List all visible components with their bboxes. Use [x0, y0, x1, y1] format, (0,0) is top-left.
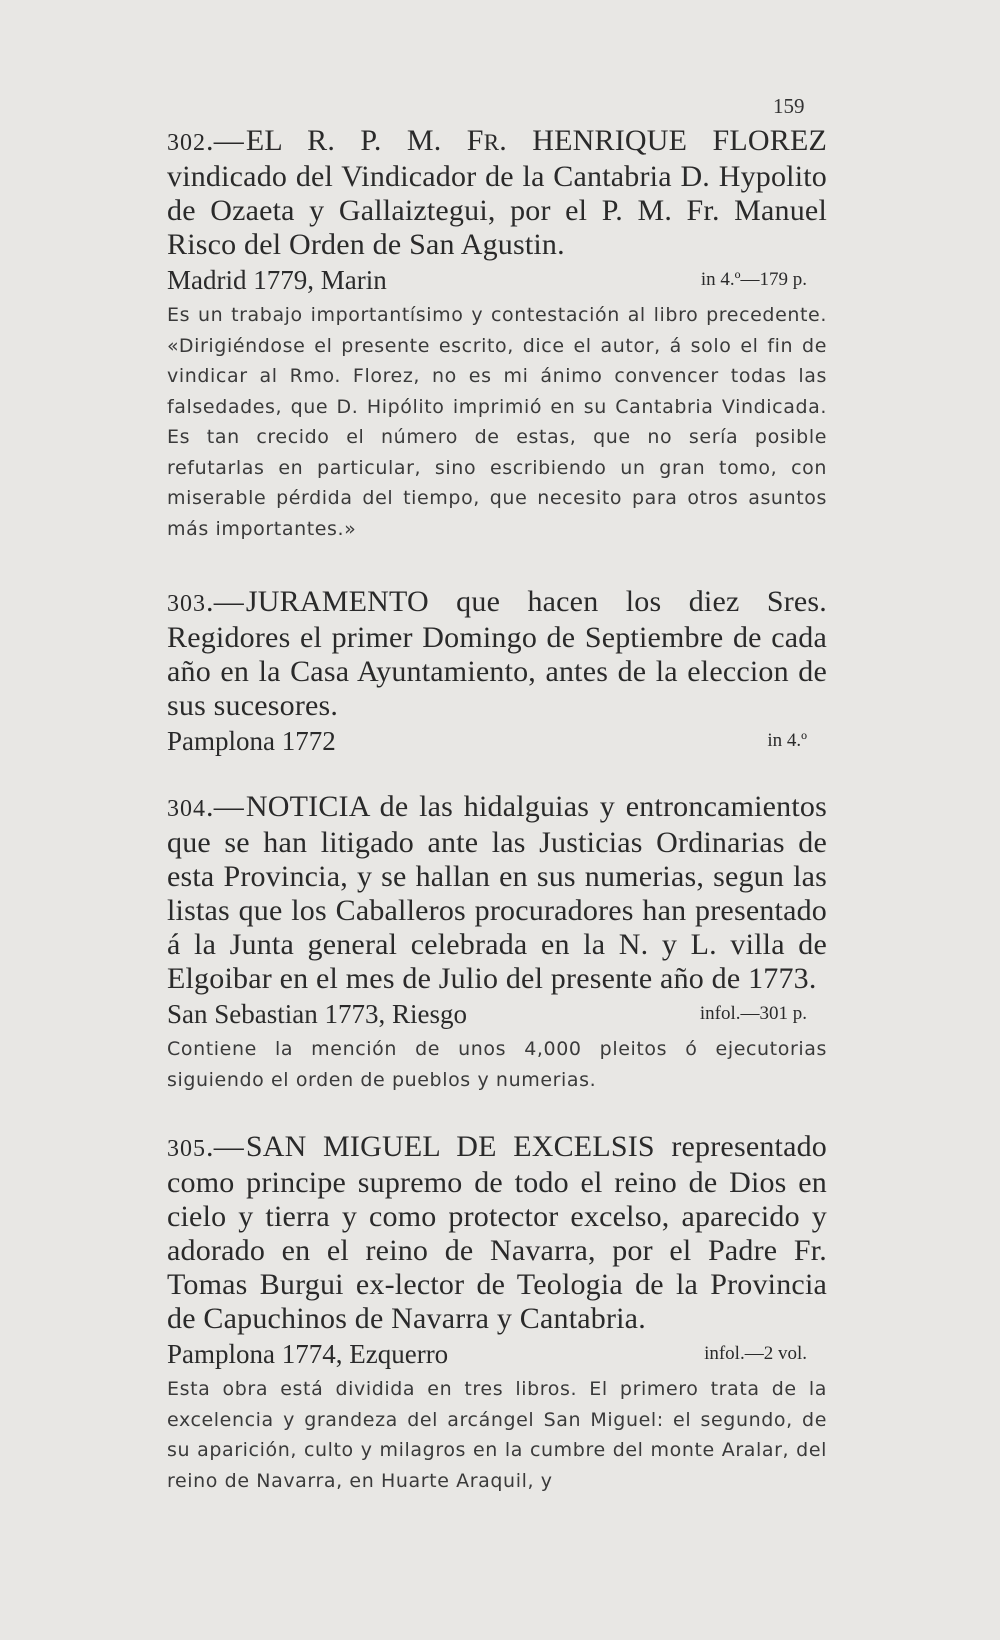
entry-imprint: Madrid 1779, Marin: [167, 265, 387, 295]
entry-imprint-line: [167, 1338, 827, 1370]
entry-imprint-line: [167, 725, 827, 757]
entry-imprint: Pamplona 1772: [167, 726, 336, 756]
page-number: 159: [773, 94, 805, 118]
entry-title: 304.—NOTICIA de las hidalguias y entroncamientos que se han litigado ante las Justicias Ordinarias de esta Provincia, y se hallan en sus numerias, segun las listas que los Caballeros procuradores han presentado á la Junta general celebrada en la N. y L. villa de Elgoibar en el mes de Julio del presente año de 1773.: [167, 790, 827, 995]
entry-number: 305: [167, 1136, 206, 1162]
entry-note: Es un trabajo importantísimo y contestación al libro precedente. «Dirigiéndose el presente escrito, dice el autor, á solo el fin de vindicar al Rmo. Florez, no es mi ánimo convencer todas las falsedades, que D. Hipólito imprimió en su Cantabria Vindicada. Es tan crecido el número de estas, que no sería posible refutarlas en particular, sino escribiendo un gran tomo, con miserable pérdida del tiempo, que necesito para otros asuntos más importantes.»: [167, 304, 827, 540]
entry-format: in 4.º—179 p.: [700, 269, 807, 290]
entry-imprint: Pamplona 1774, Ezquerro: [167, 1339, 449, 1369]
entry-title-text: SAN MIGUEL DE EXCELSIS representado como principe supremo de todo el reino de Dios en cielo y tierra y como protector excelso, aparecido y adorado en el reino de Navarra, por el Padre Fr. Tomas Burgui ex-lector de Teologia de la Provincia de Capuchinos de Navarra y Cantabria.: [167, 1130, 827, 1335]
entry-imprint: San Sebastian 1773, Riesgo: [167, 999, 467, 1029]
entry-title-head: EL R. P. M. F: [245, 124, 484, 157]
entry-title-text: NOTICIA de las hidalguias y entroncamientos que se han litigado ante las Justicias Ordinarias de esta Provincia, y se hallan en sus numerias, segun las listas que los Caballeros procuradores han presentado á la Junta general celebrada en la N. y L. villa de Elgoibar en el mes de Julio del presente año de 1773.: [167, 790, 827, 995]
catalog-entry-302: [167, 124, 827, 544]
entry-format: in 4.º: [767, 730, 807, 751]
entry-format: infol.—301 p.: [699, 1003, 807, 1024]
catalog-entry-305: [167, 1130, 827, 1496]
entry-title: 303.—JURAMENTO que hacen los diez Sres. Regidores el primer Domingo de Septiembre de cada año en la Casa Ayuntamiento, antes de la eleccion de sus sucesores.: [167, 585, 827, 722]
entry-number: 302: [167, 130, 206, 156]
catalog-entry-304: [167, 790, 827, 1095]
entry-note: Esta obra está dividida en tres libros. El primero trata de la excelencia y grandeza del arcángel San Miguel: el segundo, de su aparición, culto y milagros en la cumbre del monte Aralar, del reino de Navarra, en Huarte Araquil, y: [167, 1378, 827, 1492]
entry-imprint-line: [167, 998, 827, 1030]
entry-title-text: JURAMENTO que hacen los diez Sres. Regidores el primer Domingo de Septiembre de cada año en la Casa Ayuntamiento, antes de la eleccion de sus sucesores.: [167, 585, 827, 722]
entry-number: 304: [167, 796, 206, 822]
entry-imprint-line: [167, 264, 827, 296]
entry-title-smallcaps: R: [483, 130, 500, 155]
entry-number: 303: [167, 591, 206, 617]
entry-title: 302.—EL R. P. M. FR. HENRIQUE FLOREZ vindicado del Vindicador de la Cantabria D. Hypolito de Ozaeta y Gallaiztegui, por el P. M. Fr. Manuel Risco del Orden de San Agustin.: [167, 124, 828, 261]
entry-title: 305.—SAN MIGUEL DE EXCELSIS representado como principe supremo de todo el reino de Dios en cielo y tierra y como protector excelso, aparecido y adorado en el reino de Navarra, por el Padre Fr. Tomas Burgui ex-lector de Teologia de la Provincia de Capuchinos de Navarra y Cantabria.: [167, 1130, 827, 1335]
entry-title-text: . HENRIQUE FLOREZ vindicado del Vindicador de la Cantabria D. Hypolito de Ozaeta y Gallaiztegui, por el P. M. Fr. Manuel Risco del Orden de San Agustin.: [167, 124, 828, 261]
entry-note: Contiene la mención de unos 4,000 pleitos ó ejecutorias siguiendo el orden de pueblos y numerias.: [167, 1038, 827, 1091]
entry-format: infol.—2 vol.: [704, 1343, 807, 1364]
catalog-entry-303: [167, 585, 827, 757]
